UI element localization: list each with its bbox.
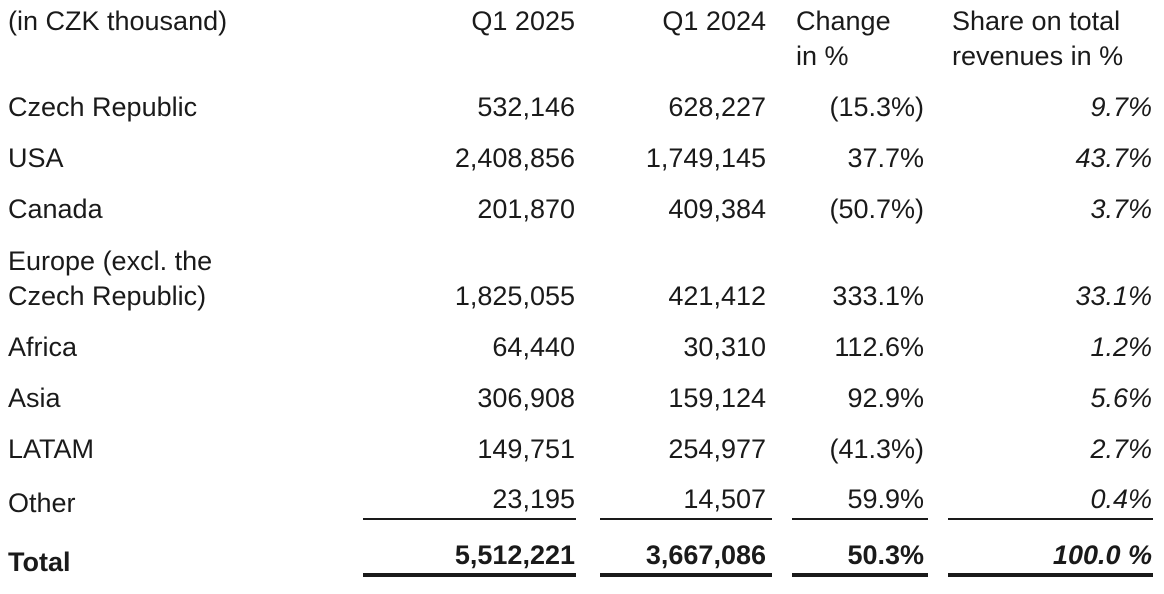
subtotal-divider-share — [948, 518, 1153, 520]
row-canada-change: (50.7%) — [829, 194, 924, 224]
row-canada-region: Canada — [8, 194, 103, 224]
subtotal-divider-q1-2025 — [363, 518, 576, 520]
row-canada-q1-2024: 409,384 — [668, 194, 766, 224]
header-change-line1: Change — [796, 6, 891, 36]
row-europe-q1-2025: 1,825,055 — [454, 281, 575, 311]
total-underline-q1-2024 — [600, 573, 772, 577]
subtotal-divider-change — [792, 518, 928, 520]
row-latam-region: LATAM — [8, 434, 95, 464]
header-share-line1: Share on total — [952, 6, 1121, 36]
row-europe-region-line1: Europe (excl. the — [8, 246, 213, 276]
row-europe-q1-2024: 421,412 — [668, 281, 766, 311]
header-q1-2024: Q1 2024 — [662, 6, 766, 36]
header-share-line2: revenues in % — [952, 41, 1124, 71]
row-canada-share: 3.7% — [1090, 194, 1152, 224]
row-asia-region: Asia — [8, 383, 61, 413]
row-other-q1-2025: 23,195 — [492, 484, 575, 514]
row-latam-q1-2024: 254,977 — [668, 434, 766, 464]
row-other-share: 0.4% — [1090, 484, 1152, 514]
total-underline-share — [948, 573, 1153, 577]
row-usa-region: USA — [8, 143, 64, 173]
row-other-change: 59.9% — [847, 484, 924, 514]
row-africa-q1-2024: 30,310 — [683, 332, 766, 362]
row-latam-share: 2.7% — [1090, 434, 1152, 464]
total-underline-change — [792, 573, 928, 577]
row-canada-q1-2025: 201,870 — [477, 194, 575, 224]
row-asia-share: 5.6% — [1090, 383, 1152, 413]
row-asia-q1-2024: 159,124 — [668, 383, 766, 413]
row-usa-q1-2024: 1,749,145 — [645, 143, 766, 173]
row-europe-region-line2: Czech Republic) — [8, 281, 207, 311]
row-africa-region: Africa — [8, 332, 78, 362]
total-share: 100.0 % — [1052, 540, 1152, 570]
header-unit-label: (in CZK thousand) — [8, 6, 228, 36]
total-label: Total — [8, 547, 71, 577]
row-usa-q1-2025: 2,408,856 — [454, 143, 575, 173]
total-change: 50.3% — [847, 540, 924, 570]
header-change-line2: in % — [796, 41, 849, 71]
row-asia-change: 92.9% — [847, 383, 924, 413]
total-q1-2025: 5,512,221 — [454, 540, 575, 570]
row-other-q1-2024: 14,507 — [683, 484, 766, 514]
row-africa-q1-2025: 64,440 — [492, 332, 575, 362]
row-czech-republic-q1-2025: 532,146 — [477, 92, 575, 122]
row-other-region: Other — [8, 488, 76, 518]
row-latam-q1-2025: 149,751 — [477, 434, 575, 464]
row-czech-republic-change: (15.3%) — [829, 92, 924, 122]
row-czech-republic-share: 9.7% — [1090, 92, 1152, 122]
header-q1-2025: Q1 2025 — [471, 6, 575, 36]
subtotal-divider-q1-2024 — [600, 518, 772, 520]
row-africa-change: 112.6% — [834, 332, 924, 362]
row-asia-q1-2025: 306,908 — [477, 383, 575, 413]
row-europe-share: 33.1% — [1075, 281, 1152, 311]
row-usa-share: 43.7% — [1075, 143, 1152, 173]
row-usa-change: 37.7% — [847, 143, 924, 173]
row-africa-share: 1.2% — [1090, 332, 1152, 362]
total-q1-2024: 3,667,086 — [645, 540, 766, 570]
row-europe-change: 333.1% — [832, 281, 924, 311]
row-czech-republic-region: Czech Republic — [8, 92, 198, 122]
row-czech-republic-q1-2024: 628,227 — [668, 92, 766, 122]
total-underline-q1-2025 — [363, 573, 576, 577]
row-latam-change: (41.3%) — [829, 434, 924, 464]
